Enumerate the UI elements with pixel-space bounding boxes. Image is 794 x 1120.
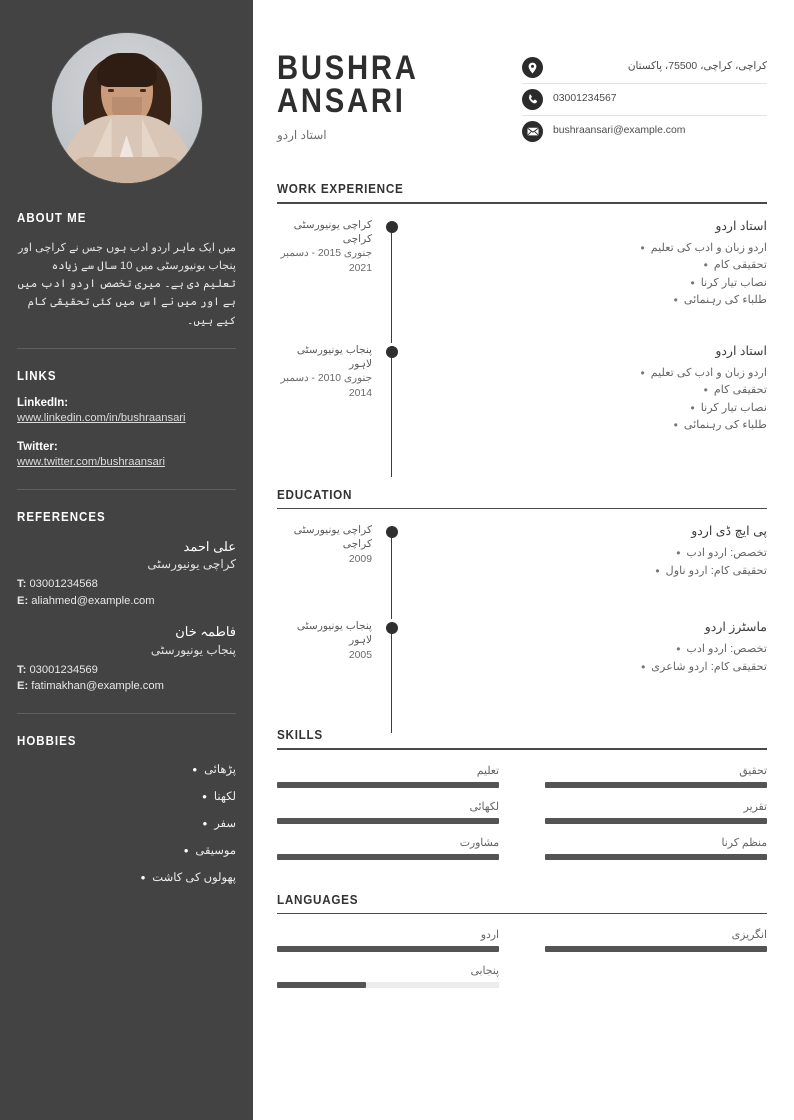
timeline-entry (277, 619, 767, 709)
timeline-line (391, 348, 392, 477)
reference-phone-value: 03001234569 (29, 663, 98, 676)
language-bar-fill (277, 946, 499, 952)
bullet-text: طلباء کی رہنمائی (683, 418, 767, 431)
entry-bullets (408, 365, 767, 435)
timeline-axis (382, 619, 404, 699)
bullet-icon: • (673, 417, 678, 432)
skill-label: مشاورت (459, 836, 499, 849)
entry-city: کراچی (342, 232, 372, 245)
link-url-linkedin[interactable]: www.linkedin.com/in/bushraansari (17, 411, 186, 424)
bullet-icon: • (703, 258, 708, 273)
bullet-text: تحقیقی کام: اردو ناول (665, 564, 767, 577)
reference-item (17, 538, 236, 610)
bullet-text: تخصص: اردو ادب (686, 643, 767, 656)
reference-name: علی احمد (183, 538, 236, 554)
timeline-dot-icon (386, 526, 398, 538)
timeline-line (391, 624, 392, 733)
hobby-label: موسیقی (195, 845, 236, 858)
bullet-icon: • (676, 546, 681, 561)
contact-email-text: bushraansari@example.com (553, 125, 686, 137)
hobby-label: لکھنا (213, 791, 236, 804)
reference-organization: پنجاب یونیورسٹی (150, 643, 236, 658)
entry-date: جنوری 2010 - دسمبر 2014 (280, 373, 372, 399)
bullet-icon: • (640, 240, 645, 255)
language-bar-track (277, 982, 499, 988)
bullet-icon: • (690, 275, 695, 290)
reference-name: فاطمہ خان (175, 624, 236, 640)
link-url-twitter[interactable]: www.twitter.com/bushraansari (17, 455, 165, 468)
entry-role: استاد اردو (715, 218, 767, 233)
list-item (408, 365, 767, 382)
skill-label: تعلیم (476, 764, 499, 777)
bullet-text: تخصص: اردو ادب (686, 547, 767, 560)
job-title: استاد اردو (277, 127, 327, 142)
bullet-text: اردو زبان و ادب کی تعلیم (650, 366, 767, 379)
skills-section (277, 727, 767, 862)
bullet-text: نصاب تیار کرنا (700, 276, 767, 289)
divider (277, 508, 767, 510)
bullet-icon: • (183, 843, 189, 859)
list-item (408, 382, 767, 399)
avatar (52, 33, 202, 183)
skill-label: تحقیق (739, 764, 767, 777)
language-label: اردو (480, 929, 499, 942)
list-item (408, 275, 767, 292)
bullet-text: تحقیقی کام (713, 384, 767, 397)
list-item (408, 545, 767, 562)
references-heading: REFERENCES (17, 509, 106, 524)
hobby-label: پڑھائی (204, 764, 236, 777)
reference-organization: کراچی یونیورسٹی (147, 557, 236, 572)
reference-email-label: E: (17, 680, 29, 693)
list-item (17, 762, 236, 776)
header (277, 40, 767, 147)
link-label-linkedin: LinkedIn: (17, 396, 69, 409)
bullet-icon: • (202, 789, 207, 805)
skill-bar-fill (545, 854, 767, 860)
reference-email (17, 593, 236, 610)
entry-meta (277, 343, 382, 443)
list-item (17, 789, 236, 803)
entry-body (404, 619, 767, 699)
list-item (408, 641, 767, 658)
skill-bar-fill (277, 782, 499, 788)
name-block (277, 40, 442, 142)
bullet-text: طلباء کی رہنمائی (683, 293, 767, 306)
timeline-line (391, 528, 392, 619)
skill-bar-track (277, 818, 499, 824)
languages-heading: LANGUAGES (277, 891, 359, 907)
link-item (17, 441, 236, 471)
entry-date: 2009 (348, 553, 372, 565)
timeline-dot-icon (386, 346, 398, 358)
work-experience-timeline (277, 218, 767, 453)
languages-section (277, 892, 767, 991)
entry-body (404, 523, 767, 609)
entry-bullets (408, 240, 767, 310)
bullet-icon: • (202, 816, 208, 832)
skill-item (545, 836, 767, 862)
bullet-text: تحقیقی کام: اردو شاعری (651, 660, 767, 673)
education-heading: EDUCATION (277, 486, 353, 502)
divider (277, 913, 767, 915)
bullet-icon: • (655, 563, 660, 578)
references-section (17, 490, 236, 715)
list-item (408, 417, 767, 434)
about-me-heading: ABOUT ME (17, 211, 87, 225)
skill-bar-track (277, 854, 499, 860)
skill-bar-fill (277, 818, 499, 824)
avatar-container (17, 0, 236, 183)
location-pin-icon (522, 57, 543, 78)
skill-item (277, 764, 499, 790)
timeline-axis (382, 218, 404, 333)
entry-organization: کراچی یونیورسٹی (293, 218, 372, 231)
timeline-line (391, 223, 392, 343)
entry-body (404, 218, 767, 333)
reference-item (17, 623, 236, 695)
reference-email-value: fatimakhan@example.com (31, 680, 164, 693)
language-bar-fill (277, 982, 366, 988)
links-heading: LINKS (17, 368, 57, 383)
last-name: ANSARI (277, 82, 406, 121)
hobby-label: پھولوں کی کاشت (152, 872, 236, 885)
language-label: پنجابی (470, 965, 499, 978)
entry-meta (277, 218, 382, 333)
list-item (408, 563, 767, 580)
language-label: انگریزی (731, 929, 767, 942)
skill-item (545, 764, 767, 790)
entry-city: لاہور (349, 634, 372, 647)
bullet-icon: • (676, 642, 681, 657)
entry-body (404, 343, 767, 443)
entry-bullets (408, 545, 767, 580)
contact-phone-text: 03001234567 (553, 93, 617, 105)
languages-grid (277, 928, 767, 990)
language-bar-track (277, 946, 499, 952)
list-item (17, 816, 236, 830)
reference-phone (17, 576, 236, 593)
language-bar-track (545, 946, 767, 952)
entry-date: جنوری 2015 - دسمبر 2021 (280, 248, 372, 274)
divider (277, 748, 767, 750)
entry-organization: کراچی یونیورسٹی (293, 524, 372, 536)
entry-degree: پی ایچ ڈی اردو (691, 524, 767, 538)
hobbies-list (17, 762, 236, 884)
work-experience-heading: WORK EXPERIENCE (277, 181, 404, 196)
skill-bar-track (277, 782, 499, 788)
timeline-entry (277, 218, 767, 343)
bullet-icon: • (192, 762, 198, 778)
bullet-text: اردو زبان و ادب کی تعلیم (650, 241, 767, 254)
contact-row-address (522, 52, 767, 84)
skill-bar-track (545, 782, 767, 788)
contact-row-email (522, 116, 767, 147)
hobbies-heading: HOBBIES (17, 734, 77, 749)
links-section (17, 349, 236, 490)
language-bar-fill (545, 946, 767, 952)
timeline-entry (277, 523, 767, 619)
sidebar (0, 0, 253, 1120)
bullet-icon: • (690, 400, 695, 415)
list-item (408, 257, 767, 274)
entry-bullets (408, 641, 767, 676)
bullet-icon: • (673, 292, 678, 307)
language-item (277, 928, 499, 954)
list-item (408, 400, 767, 417)
reference-phone (17, 662, 236, 679)
list-item (408, 240, 767, 257)
entry-organization: پنجاب یونیورسٹی (296, 620, 372, 632)
timeline-entry (277, 343, 767, 453)
list-item (408, 292, 767, 309)
reference-email-value: aliahmed@example.com (31, 594, 155, 607)
entry-date: 2005 (348, 649, 372, 661)
education-section (277, 487, 767, 710)
skills-grid (277, 764, 767, 862)
entry-organization: پنجاب یونیورسٹی (296, 343, 372, 356)
skill-item (277, 800, 499, 826)
about-me-section (17, 183, 236, 349)
link-item (17, 397, 236, 427)
bullet-icon: • (140, 870, 146, 886)
entry-degree: ماسٹرز اردو (704, 620, 767, 634)
timeline-axis (382, 523, 404, 609)
contact-address-text: کراچی، کراچی، 75500، پاکستان (627, 61, 767, 73)
phone-icon (522, 89, 543, 110)
skill-bar-fill (545, 782, 767, 788)
bullet-text: نصاب تیار کرنا (700, 401, 767, 414)
skill-bar-fill (277, 854, 499, 860)
bullet-icon: • (640, 365, 645, 380)
timeline-axis (382, 343, 404, 443)
skill-label: لکھائی (469, 800, 499, 813)
entry-city: کراچی (342, 538, 372, 551)
language-item (277, 964, 499, 990)
work-experience-section (277, 181, 767, 453)
skill-bar-fill (545, 818, 767, 824)
skill-bar-track (545, 854, 767, 860)
about-me-text: میں ایک ماہر اردو ادب ہوں جس نے کراچی اور پنجاب یونیورسٹی میں 10 سال سے زیادہ تعلیم دی ہے۔ میری تخصص اردو ادب میں ہے اور میں نے اس میں کئی تحقیقی کام کیے ہیں۔ (17, 242, 236, 327)
timeline-dot-icon (386, 622, 398, 634)
entry-meta (277, 523, 382, 609)
skill-label: منظم کرنا (721, 836, 767, 849)
skill-bar-track (545, 818, 767, 824)
skill-item (545, 800, 767, 826)
reference-phone-label: T: (17, 663, 27, 676)
reference-phone-value: 03001234568 (29, 577, 98, 590)
skill-label: تقریر (743, 800, 767, 813)
skills-heading: SKILLS (277, 727, 323, 742)
bullet-text: تحقیقی کام (713, 259, 767, 272)
hobbies-section (17, 714, 236, 884)
divider (277, 202, 767, 204)
reference-email-label: E: (17, 594, 29, 607)
envelope-icon (522, 121, 543, 142)
timeline-dot-icon (386, 221, 398, 233)
entry-meta (277, 619, 382, 699)
language-item (545, 928, 767, 954)
reference-phone-label: T: (17, 577, 27, 590)
contact-row-phone (522, 84, 767, 116)
first-name: BUSHRA (277, 49, 419, 87)
contact-block (522, 40, 767, 147)
skill-item (277, 836, 499, 862)
hobby-label: سفر (214, 818, 236, 831)
entry-role: استاد اردو (715, 343, 767, 358)
list-item (17, 843, 236, 857)
main-content (253, 0, 794, 1120)
bullet-icon: • (703, 383, 708, 398)
education-timeline (277, 523, 767, 709)
entry-city: لاہور (349, 357, 372, 370)
link-label-twitter: Twitter: (17, 440, 58, 453)
list-item (408, 659, 767, 676)
bullet-icon: • (641, 659, 646, 674)
reference-email (17, 678, 236, 695)
list-item (17, 870, 236, 884)
